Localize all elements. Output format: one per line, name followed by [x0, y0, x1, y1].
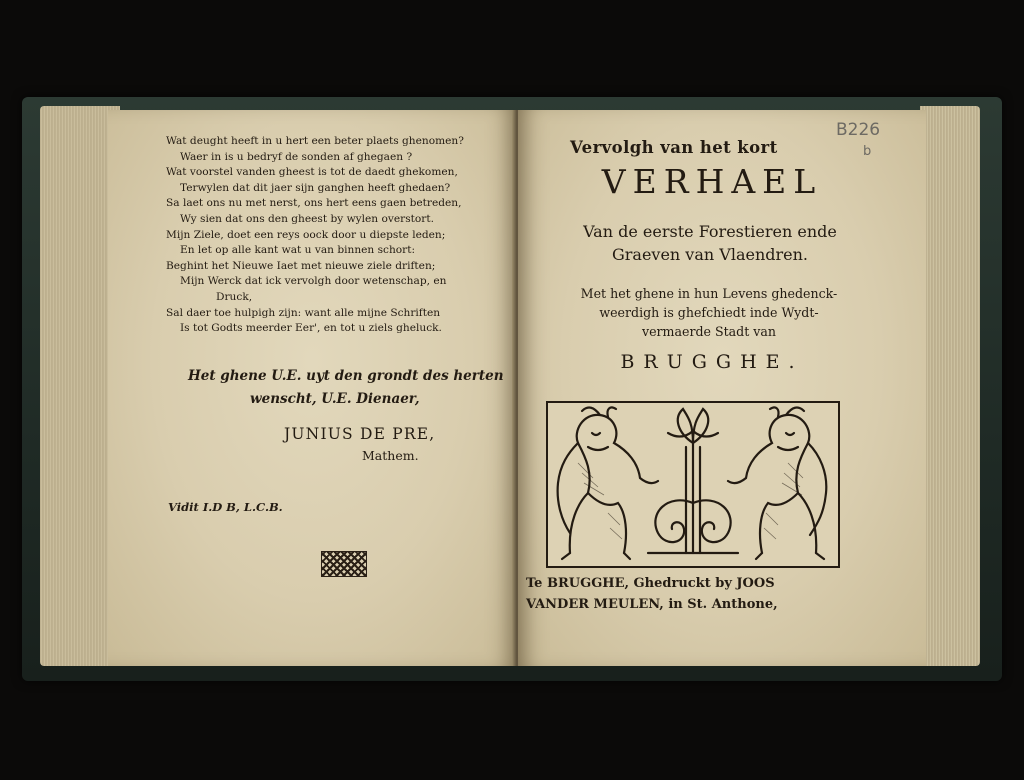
city-name: BRUGGHE.: [620, 351, 804, 373]
woodcut-two-lions-icon: [546, 401, 840, 568]
shelfmark-suffix: b: [863, 144, 872, 159]
subtitle-line-1: Van de eerste Forestieren ende: [583, 222, 837, 241]
poem-line: Mijn Ziele, doet een reys oock door u diepste leden;: [166, 228, 446, 241]
poem-line: Sal daer toe hulpigh zijn: want alle mijne Schriften: [166, 306, 441, 319]
imprint: [526, 573, 886, 615]
poem-line: Wat voorstel vanden gheest is tot de daedt ghekomen,: [166, 166, 458, 179]
poem-line: Druck,: [216, 290, 253, 303]
poem-line: Wy sien dat ons den gheest by wylen overstort.: [180, 212, 434, 225]
poem-line: Waer in is u bedryf de sonden af ghegaen ?: [180, 150, 413, 163]
dedication-line-1: Het ghene U.E. uyt den grondt des herten: [188, 368, 504, 384]
dedication-line-2: wenscht, U.E. Dienaer,: [250, 391, 420, 407]
description: [524, 284, 894, 341]
approval-note: Vidit I.D B, L.C.B.: [168, 500, 283, 514]
imprint-line-2: VANDER MEULEN, in St. Anthone,: [526, 597, 778, 612]
shelfmark: B226: [836, 120, 881, 140]
poem: [166, 134, 511, 337]
imprint-line-1: Te BRUGGHE, Ghedruckt by JOOS: [526, 576, 775, 591]
author-name: JUNIUS DE PRE,: [284, 425, 436, 443]
page-edges-right: [920, 106, 980, 666]
description-line-1: Met het ghene in hun Levens ghedenck-: [580, 286, 838, 301]
poem-line: Wat deught heeft in u hert een beter plaets ghenomen?: [166, 135, 464, 147]
title-main: VERHAEL: [601, 162, 823, 201]
poem-line: Terwylen dat dit jaer sijn ganghen heeft ghedaen?: [180, 181, 451, 194]
description-line-3: vermaerde Stadt van: [641, 324, 777, 339]
poem-line: Sa laet ons nu met nerst, ons hert eens gaen betreden,: [166, 197, 462, 210]
description-line-2: weerdigh is ghefchiedt inde Wydt-: [599, 305, 819, 320]
right-page: [518, 110, 926, 666]
poem-line: Mijn Werck dat ick vervolgh door wetenschap, en: [180, 275, 447, 288]
poem-line: Beghint het Nieuwe Iaet met nieuwe ziele driften;: [166, 259, 436, 272]
poem-line: En let op alle kant wat u van binnen schort:: [180, 244, 416, 257]
dedication: [188, 365, 508, 411]
left-page: [108, 110, 516, 666]
subtitle: [526, 220, 894, 266]
author-title: Mathem.: [362, 448, 419, 463]
title-blackletter: Vervolgh van het kort: [570, 138, 778, 157]
printers-ornament: [321, 551, 367, 577]
subtitle-line-2: Graeven van Vlaendren.: [611, 245, 809, 264]
poem-line: Is tot Godts meerder Eer', en tot u ziels gheluck.: [180, 322, 442, 335]
lions-with-tree-icon: [548, 403, 838, 566]
